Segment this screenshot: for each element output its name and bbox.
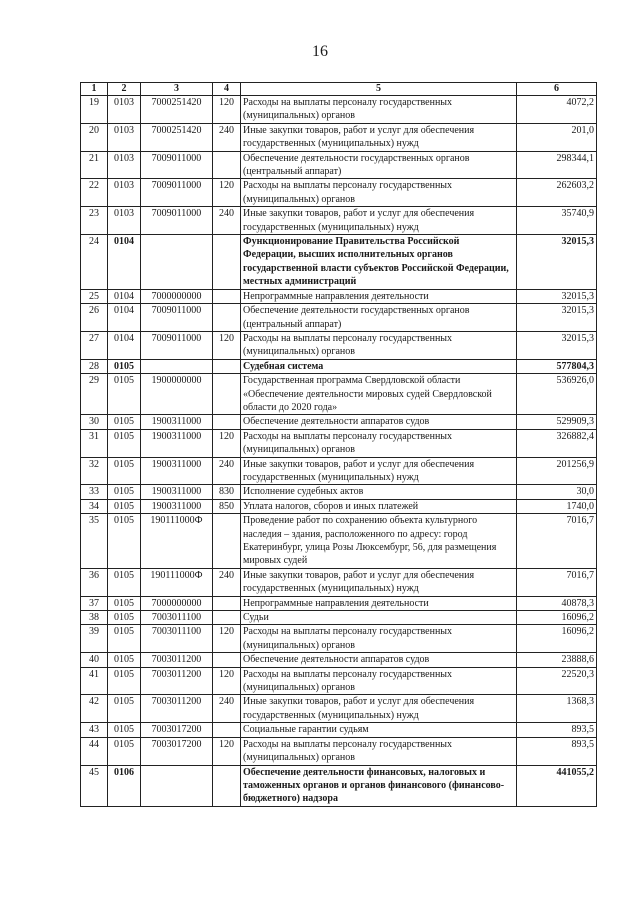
section-cell: 0103 [108, 207, 141, 235]
section-cell: 0105 [108, 695, 141, 723]
expense-type-cell [213, 359, 241, 373]
target-code-cell: 7009011000 [141, 207, 213, 235]
description-cell: Расходы на выплаты персоналу государственных (муниципальных) органов [241, 96, 517, 124]
target-code-cell [141, 359, 213, 373]
section-cell: 0105 [108, 514, 141, 569]
section-cell: 0104 [108, 304, 141, 332]
expense-type-cell [213, 289, 241, 303]
row-number-cell: 44 [81, 737, 108, 765]
table-body [81, 96, 597, 807]
section-cell: 0105 [108, 737, 141, 765]
description-cell: Расходы на выплаты персоналу государственных (муниципальных) органов [241, 625, 517, 653]
table-row [81, 737, 597, 765]
section-cell: 0105 [108, 429, 141, 457]
amount-cell: 32015,3 [517, 304, 597, 332]
description-cell: Иные закупки товаров, работ и услуг для обеспечения государственных (муниципальных) нужд [241, 568, 517, 596]
expense-type-cell: 850 [213, 499, 241, 513]
expense-type-cell: 120 [213, 96, 241, 124]
description-cell: Судебная система [241, 359, 517, 373]
expense-type-cell [213, 415, 241, 429]
amount-cell: 40878,3 [517, 596, 597, 610]
section-cell: 0105 [108, 667, 141, 695]
page-number: 16 [312, 43, 328, 60]
section-cell: 0105 [108, 359, 141, 373]
target-code-cell: 7003017200 [141, 737, 213, 765]
table-row [81, 331, 597, 359]
description-cell: Государственная программа Свердловской области «Обеспечение деятельности мировых судей Свердловской области до 2020 года» [241, 374, 517, 415]
section-cell: 0105 [108, 457, 141, 485]
target-code-cell: 1900311000 [141, 429, 213, 457]
row-number-cell: 27 [81, 331, 108, 359]
table-row [81, 359, 597, 373]
table-row [81, 485, 597, 499]
description-cell: Расходы на выплаты персоналу государственных (муниципальных) органов [241, 737, 517, 765]
description-cell: Проведение работ по сохранению объекта культурного наследия – здания, расположенного по адресу: город Екатеринбург, улица Розы Люксембург, 56, для размещения мировых судей [241, 514, 517, 569]
description-cell: Функционирование Правительства Российской Федерации, высших исполнительных органов государственной власти субъектов Российской Федерации, местных администраций [241, 235, 517, 290]
amount-cell: 298344,1 [517, 151, 597, 179]
expense-type-cell: 120 [213, 179, 241, 207]
amount-cell: 893,5 [517, 737, 597, 765]
row-number-cell: 30 [81, 415, 108, 429]
expense-type-cell: 120 [213, 429, 241, 457]
section-cell: 0103 [108, 151, 141, 179]
table-row [81, 695, 597, 723]
row-number-cell: 28 [81, 359, 108, 373]
description-cell: Социальные гарантии судьям [241, 723, 517, 737]
target-code-cell: 7009011000 [141, 331, 213, 359]
target-code-cell: 190111000Ф [141, 568, 213, 596]
amount-cell: 32015,3 [517, 331, 597, 359]
target-code-cell: 7003011200 [141, 653, 213, 667]
table-row [81, 235, 597, 290]
row-number-cell: 35 [81, 514, 108, 569]
expense-type-cell: 120 [213, 667, 241, 695]
table-row [81, 304, 597, 332]
amount-cell: 577804,3 [517, 359, 597, 373]
table-row [81, 514, 597, 569]
amount-cell: 32015,3 [517, 235, 597, 290]
section-cell: 0104 [108, 235, 141, 290]
row-number-cell: 22 [81, 179, 108, 207]
target-code-cell: 7009011000 [141, 151, 213, 179]
section-cell: 0105 [108, 568, 141, 596]
amount-cell: 7016,7 [517, 514, 597, 569]
expense-type-cell: 830 [213, 485, 241, 499]
amount-cell: 16096,2 [517, 625, 597, 653]
section-cell: 0105 [108, 499, 141, 513]
amount-cell: 201,0 [517, 123, 597, 151]
amount-cell: 23888,6 [517, 653, 597, 667]
section-cell: 0105 [108, 415, 141, 429]
expense-type-cell: 240 [213, 568, 241, 596]
amount-cell: 326882,4 [517, 429, 597, 457]
target-code-cell: 7003017200 [141, 723, 213, 737]
amount-cell: 1368,3 [517, 695, 597, 723]
section-cell: 0105 [108, 653, 141, 667]
expense-type-cell [213, 723, 241, 737]
column-header-description: 5 [241, 83, 517, 96]
column-header-amount: 6 [517, 83, 597, 96]
table-row [81, 723, 597, 737]
description-cell: Обеспечение деятельности аппаратов судов [241, 653, 517, 667]
description-cell: Обеспечение деятельности государственных органов (центральный аппарат) [241, 304, 517, 332]
section-cell: 0105 [108, 596, 141, 610]
row-number-cell: 32 [81, 457, 108, 485]
target-code-cell: 7009011000 [141, 179, 213, 207]
expense-type-cell: 240 [213, 123, 241, 151]
description-cell: Расходы на выплаты персоналу государственных (муниципальных) органов [241, 667, 517, 695]
row-number-cell: 20 [81, 123, 108, 151]
target-code-cell: 1900000000 [141, 374, 213, 415]
expense-type-cell [213, 514, 241, 569]
target-code-cell: 7000000000 [141, 596, 213, 610]
target-code-cell: 7003011100 [141, 611, 213, 625]
table-row [81, 499, 597, 513]
table-row [81, 653, 597, 667]
expense-type-cell [213, 304, 241, 332]
amount-cell: 262603,2 [517, 179, 597, 207]
section-cell: 0104 [108, 331, 141, 359]
target-code-cell [141, 765, 213, 806]
amount-cell: 529909,3 [517, 415, 597, 429]
row-number-cell: 33 [81, 485, 108, 499]
amount-cell: 893,5 [517, 723, 597, 737]
target-code-cell: 7009011000 [141, 304, 213, 332]
expense-type-cell [213, 596, 241, 610]
row-number-cell: 24 [81, 235, 108, 290]
expense-type-cell [213, 765, 241, 806]
expense-type-cell [213, 653, 241, 667]
amount-cell: 32015,3 [517, 289, 597, 303]
row-number-cell: 26 [81, 304, 108, 332]
row-number-cell: 43 [81, 723, 108, 737]
expense-type-cell: 120 [213, 737, 241, 765]
target-code-cell: 190111000Ф [141, 514, 213, 569]
section-cell: 0103 [108, 123, 141, 151]
expense-type-cell: 240 [213, 457, 241, 485]
target-code-cell: 1900311000 [141, 499, 213, 513]
row-number-cell: 21 [81, 151, 108, 179]
table-row [81, 179, 597, 207]
header-row [81, 83, 597, 96]
table-row [81, 207, 597, 235]
table-row [81, 596, 597, 610]
column-header-row-number: 1 [81, 83, 108, 96]
description-cell: Иные закупки товаров, работ и услуг для обеспечения государственных (муниципальных) нужд [241, 457, 517, 485]
description-cell: Иные закупки товаров, работ и услуг для обеспечения государственных (муниципальных) нужд [241, 695, 517, 723]
target-code-cell: 1900311000 [141, 415, 213, 429]
table-row [81, 415, 597, 429]
column-header-target-code: 3 [141, 83, 213, 96]
row-number-cell: 19 [81, 96, 108, 124]
table-row [81, 765, 597, 806]
target-code-cell: 1900311000 [141, 457, 213, 485]
row-number-cell: 23 [81, 207, 108, 235]
description-cell: Исполнение судебных актов [241, 485, 517, 499]
amount-cell: 7016,7 [517, 568, 597, 596]
expense-type-cell [213, 374, 241, 415]
table-row [81, 289, 597, 303]
row-number-cell: 39 [81, 625, 108, 653]
target-code-cell [141, 235, 213, 290]
expense-type-cell: 120 [213, 625, 241, 653]
description-cell: Иные закупки товаров, работ и услуг для обеспечения государственных (муниципальных) нужд [241, 123, 517, 151]
description-cell: Обеспечение деятельности финансовых, налоговых и таможенных органов и органов финансового (финансово-бюджетного) надзора [241, 765, 517, 806]
target-code-cell: 7003011200 [141, 695, 213, 723]
section-cell: 0105 [108, 611, 141, 625]
column-header-section: 2 [108, 83, 141, 96]
row-number-cell: 31 [81, 429, 108, 457]
amount-cell: 536926,0 [517, 374, 597, 415]
row-number-cell: 34 [81, 499, 108, 513]
row-number-cell: 37 [81, 596, 108, 610]
description-cell: Обеспечение деятельности аппаратов судов [241, 415, 517, 429]
description-cell: Расходы на выплаты персоналу государственных (муниципальных) органов [241, 331, 517, 359]
row-number-cell: 29 [81, 374, 108, 415]
row-number-cell: 42 [81, 695, 108, 723]
amount-cell: 16096,2 [517, 611, 597, 625]
row-number-cell: 38 [81, 611, 108, 625]
target-code-cell: 7000251420 [141, 123, 213, 151]
description-cell: Непрограммные направления деятельности [241, 289, 517, 303]
section-cell: 0103 [108, 179, 141, 207]
expense-type-cell: 240 [213, 207, 241, 235]
description-cell: Иные закупки товаров, работ и услуг для обеспечения государственных (муниципальных) нужд [241, 207, 517, 235]
table-row [81, 611, 597, 625]
description-cell: Расходы на выплаты персоналу государственных (муниципальных) органов [241, 429, 517, 457]
table-row [81, 374, 597, 415]
target-code-cell: 1900311000 [141, 485, 213, 499]
amount-cell: 30,0 [517, 485, 597, 499]
section-cell: 0105 [108, 625, 141, 653]
amount-cell: 1740,0 [517, 499, 597, 513]
row-number-cell: 41 [81, 667, 108, 695]
table-row [81, 123, 597, 151]
section-cell: 0106 [108, 765, 141, 806]
row-number-cell: 36 [81, 568, 108, 596]
budget-table [80, 82, 597, 807]
amount-cell: 441055,2 [517, 765, 597, 806]
expense-type-cell [213, 611, 241, 625]
target-code-cell: 7000000000 [141, 289, 213, 303]
expense-type-cell: 120 [213, 331, 241, 359]
description-cell: Непрограммные направления деятельности [241, 596, 517, 610]
section-cell: 0104 [108, 289, 141, 303]
table-row [81, 568, 597, 596]
amount-cell: 4072,2 [517, 96, 597, 124]
table-row [81, 667, 597, 695]
description-cell: Уплата налогов, сборов и иных платежей [241, 499, 517, 513]
expense-type-cell [213, 151, 241, 179]
row-number-cell: 40 [81, 653, 108, 667]
description-cell: Судьи [241, 611, 517, 625]
column-header-expense-type: 4 [213, 83, 241, 96]
expense-type-cell [213, 235, 241, 290]
section-cell: 0105 [108, 485, 141, 499]
table-row [81, 96, 597, 124]
table-row [81, 151, 597, 179]
table-row [81, 625, 597, 653]
expense-type-cell: 240 [213, 695, 241, 723]
target-code-cell: 7003011100 [141, 625, 213, 653]
section-cell: 0103 [108, 96, 141, 124]
target-code-cell: 7000251420 [141, 96, 213, 124]
row-number-cell: 25 [81, 289, 108, 303]
amount-cell: 22520,3 [517, 667, 597, 695]
table-row [81, 429, 597, 457]
amount-cell: 201256,9 [517, 457, 597, 485]
target-code-cell: 7003011200 [141, 667, 213, 695]
table-row [81, 457, 597, 485]
section-cell: 0105 [108, 723, 141, 737]
description-cell: Обеспечение деятельности государственных органов (центральный аппарат) [241, 151, 517, 179]
section-cell: 0105 [108, 374, 141, 415]
amount-cell: 35740,9 [517, 207, 597, 235]
row-number-cell: 45 [81, 765, 108, 806]
description-cell: Расходы на выплаты персоналу государственных (муниципальных) органов [241, 179, 517, 207]
